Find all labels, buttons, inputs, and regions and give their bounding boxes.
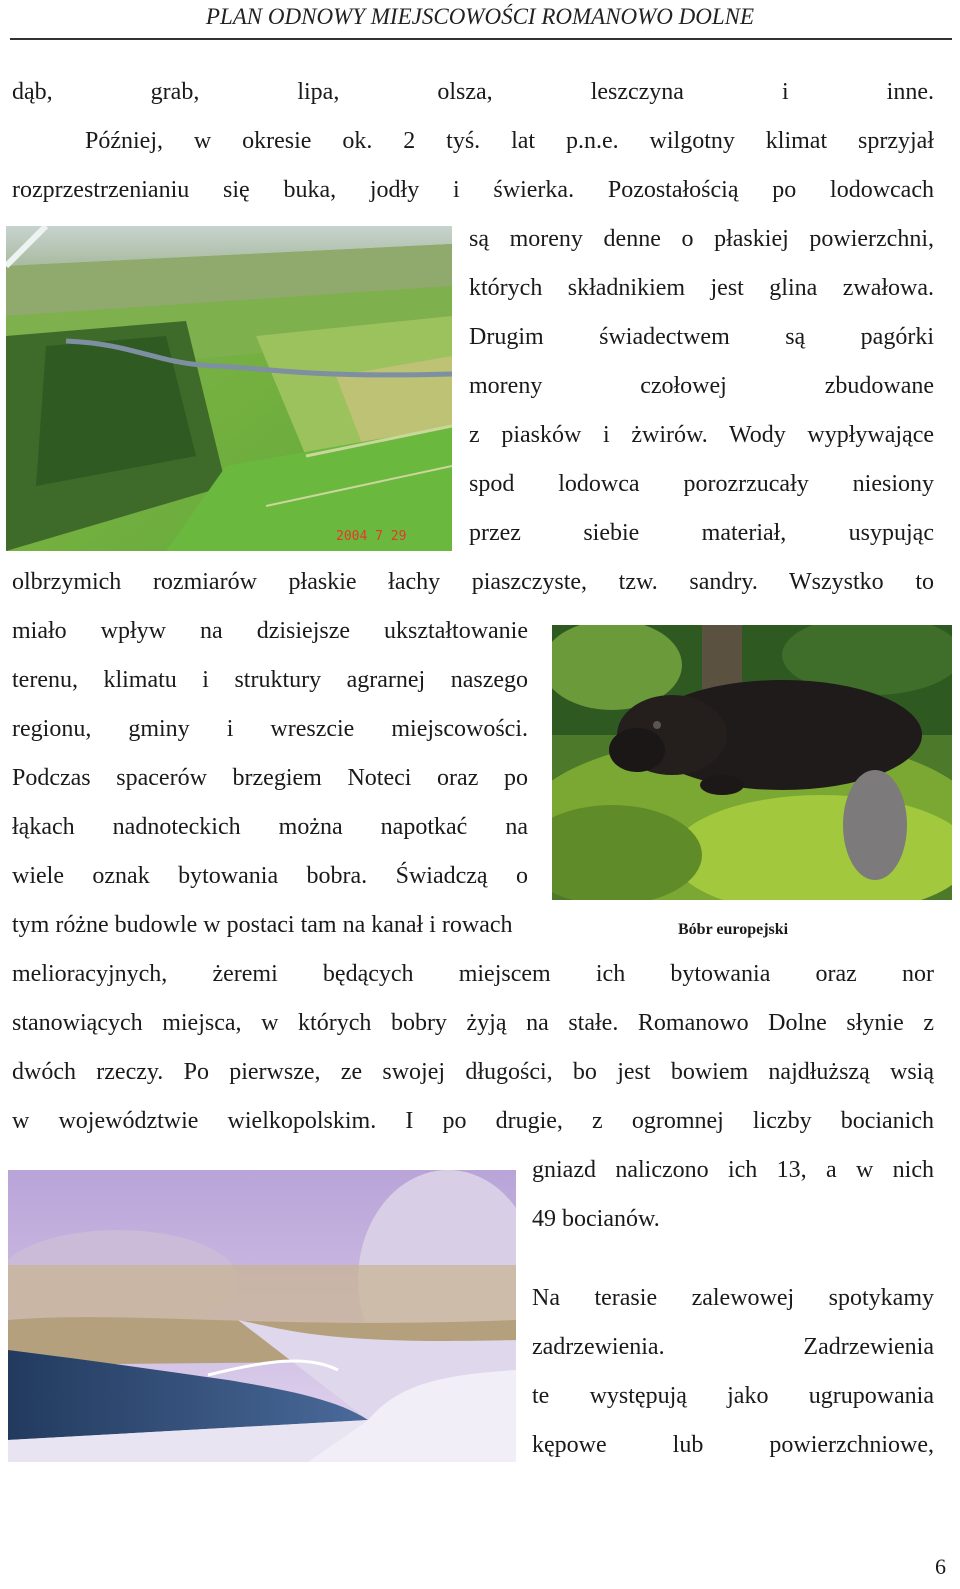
text-line: rozprzestrzenianiu się buka, jodły i świerka. Pozostałością po lodowcach [12, 177, 934, 203]
aerial-date-stamp: 2004 7 29 [336, 529, 407, 544]
text-line: miało wpływ na dzisiejsze ukształtowanie [12, 618, 528, 644]
beaver-photo [552, 625, 952, 900]
winter-river-photo [8, 1170, 516, 1462]
text-line: Drugim świadectwem są pagórki [469, 324, 934, 350]
text-line: zadrzewienia. Zadrzewienia [532, 1334, 934, 1360]
text-line: Podczas spacerów brzegiem Noteci oraz po [12, 765, 528, 791]
page-number: 6 [935, 1554, 946, 1579]
text-line: regionu, gminy i wreszcie miejscowości. [12, 716, 528, 742]
text-line: kępowe lub powierzchniowe, [532, 1432, 934, 1458]
aerial-landscape-photo [6, 226, 452, 551]
text-line: w województwie wielkopolskim. I po drugie, z ogromnej liczby bocianich [12, 1108, 934, 1134]
text-line: stanowiących miejsca, w których bobry żyją na stałe. Romanowo Dolne słynie z [12, 1010, 934, 1036]
text-line: terenu, klimatu i struktury agrarnej naszego [12, 667, 528, 693]
text-line: 49 bocianów. [532, 1206, 660, 1232]
text-line: łąkach nadnoteckich można napotkać na [12, 814, 528, 840]
text-line: spod lodowca porozrzucały niesiony [469, 471, 934, 497]
text-line: te występują jako ugrupowania [532, 1383, 934, 1409]
header-rule [10, 38, 952, 40]
text-line: olbrzymich rozmiarów płaskie łachy piaszczyste, tzw. sandry. Wszystko to [12, 569, 934, 595]
text-line: są moreny denne o płaskiej powierzchni, [469, 226, 934, 252]
text-line: dwóch rzeczy. Po pierwsze, ze swojej długości, bo jest bowiem najdłuższą wsią [12, 1059, 934, 1085]
text-line: moreny czołowej zbudowane [469, 373, 934, 399]
text-line: melioracyjnych, żeremi będących miejscem ich bytowania oraz nor [12, 961, 934, 987]
text-line: tym różne budowle w postaci tam na kanał i rowach [12, 912, 513, 938]
text-line: przez siebie materiał, usypując [469, 520, 934, 546]
text-line: dąb, grab, lipa, olsza, leszczyna i inne. [12, 79, 934, 105]
text-line: Później, w okresie ok. 2 tyś. lat p.n.e. wilgotny klimat sprzyjał [85, 128, 934, 154]
text-line: Na terasie zalewowej spotykamy [532, 1285, 934, 1311]
text-line: wiele oznak bytowania bobra. Świadczą o [12, 863, 528, 889]
beaver-photo-caption: Bóbr europejski [678, 921, 789, 938]
text-line: których składnikiem jest glina zwałowa. [469, 275, 934, 301]
running-header: PLAN ODNOWY MIEJSCOWOŚCI ROMANOWO DOLNE [205, 4, 755, 29]
text-line: z piasków i żwirów. Wody wypływające [469, 422, 934, 448]
text-line: gniazd naliczono ich 13, a w nich [532, 1157, 934, 1183]
